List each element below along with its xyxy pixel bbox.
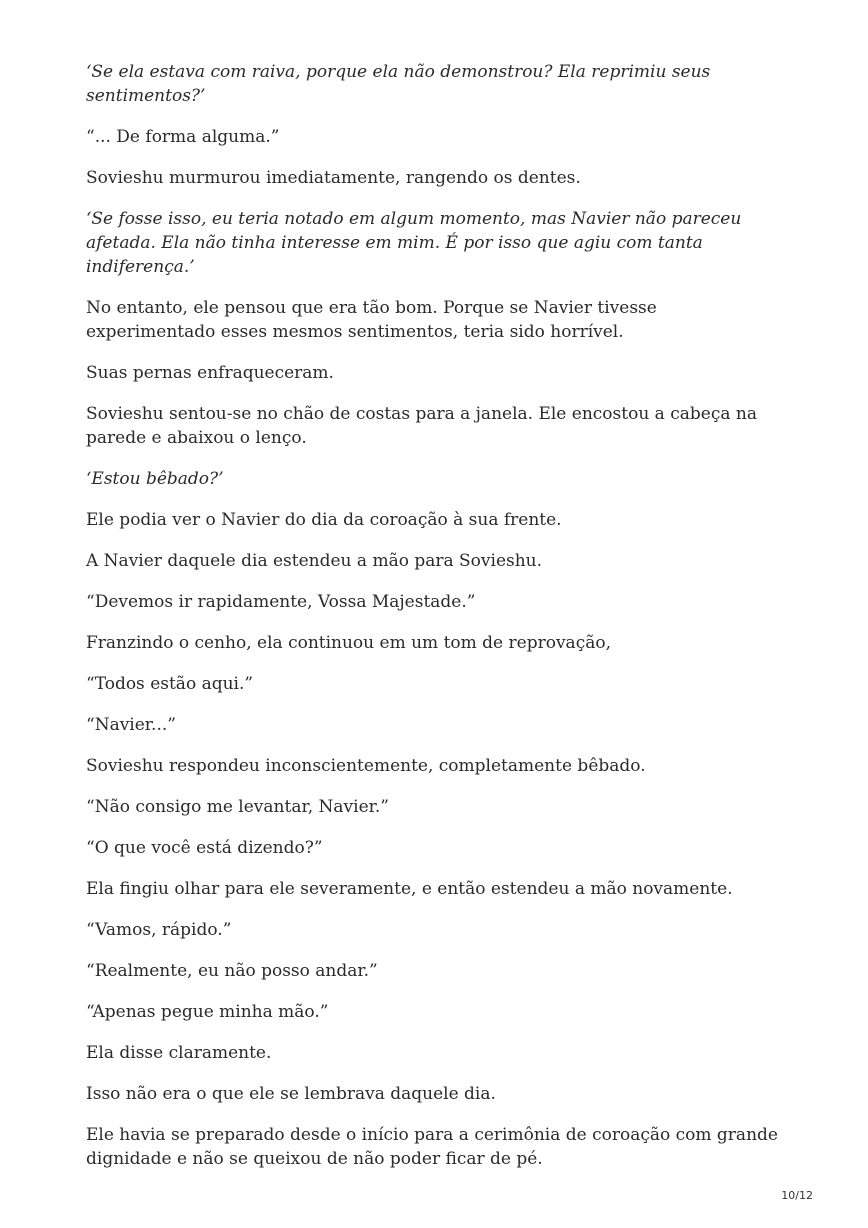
document-body (86, 60, 786, 1188)
paragraph: Isso não era o que ele se lembrava daquele dia. (86, 1084, 496, 1104)
paragraph: Sovieshu respondeu inconscientemente, completamente bêbado. (86, 756, 646, 776)
paragraph: “Vamos, rápido.” (86, 920, 232, 940)
paragraph: Ele havia se preparado desde o início para a cerimônia de coroação com grande dignidade e não se queixou de não poder ficar de pé. (86, 1125, 778, 1169)
paragraph: Suas pernas enfraqueceram. (86, 363, 334, 383)
paragraph: Ela fingiu olhar para ele severamente, e então estendeu a mão novamente. (86, 879, 733, 899)
paragraph: Sovieshu murmurou imediatamente, rangendo os dentes. (86, 168, 581, 188)
paragraph: ‘Estou bêbado?’ (86, 469, 224, 489)
paragraph: Franzindo o cenho, ela continuou em um tom de reprovação, (86, 633, 611, 653)
page-number: 10/12 (781, 1189, 813, 1202)
paragraph: “O que você está dizendo?” (86, 838, 323, 858)
paragraph: “Todos estão aqui.” (86, 674, 254, 694)
paragraph: ‘Se ela estava com raiva, porque ela não demonstrou? Ela reprimiu seus sentimentos?’ (86, 62, 711, 106)
paragraph: “Navier...” (86, 715, 176, 735)
paragraph: Sovieshu sentou-se no chão de costas para a janela. Ele encostou a cabeça na parede e abaixou o lenço. (86, 404, 757, 448)
paragraph: “Realmente, eu não posso andar.” (86, 961, 378, 981)
paragraph: “Apenas pegue minha mão.” (86, 1002, 329, 1022)
paragraph: Ele podia ver o Navier do dia da coroação à sua frente. (86, 510, 562, 530)
paragraph: “... De forma alguma.” (86, 127, 280, 147)
paragraph: Ela disse claramente. (86, 1043, 272, 1063)
paragraph: “Não consigo me levantar, Navier.” (86, 797, 389, 817)
paragraph: ‘Se fosse isso, eu teria notado em algum momento, mas Navier não pareceu afetada. Ela não tinha interesse em mim. É por isso que agiu com tanta indiferença.’ (86, 209, 742, 277)
paragraph: “Devemos ir rapidamente, Vossa Majestade.” (86, 592, 476, 612)
paragraph: A Navier daquele dia estendeu a mão para Sovieshu. (86, 551, 543, 571)
paragraph: No entanto, ele pensou que era tão bom. Porque se Navier tivesse experimentado esses mesmos sentimentos, teria sido horrível. (86, 298, 657, 342)
